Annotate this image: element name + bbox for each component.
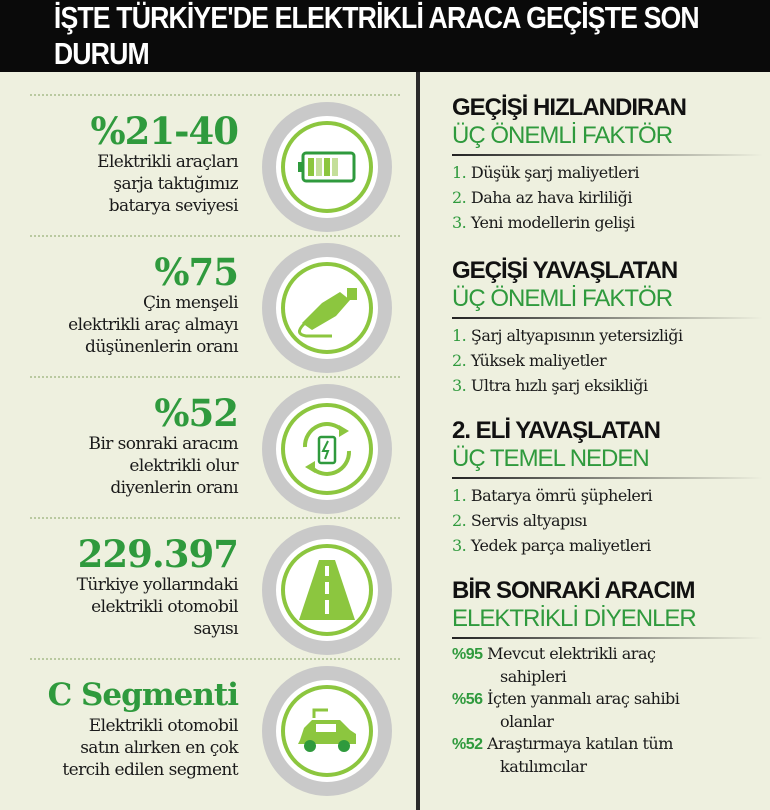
divider — [30, 376, 400, 378]
divider — [30, 235, 400, 237]
stat-line: diyenlerin oranı — [110, 478, 238, 498]
factor-section — [452, 94, 762, 235]
list-item — [452, 323, 762, 348]
item-text: Şarj altyapısının yetersizliği — [470, 326, 683, 345]
item-number: 1. — [452, 326, 467, 345]
item-text: Yeni modellerin gelişi — [470, 213, 635, 232]
title-text: İŞTE TÜRKİYE'DE ELEKTRİKLİ ARACA GEÇİŞTE SON DURUM — [53, 0, 699, 71]
percent-text: olanlar — [500, 712, 554, 731]
stat-line: elektrikli olur — [129, 456, 238, 476]
percent-text: İçten yanmalı araç sahibi — [487, 689, 680, 708]
list-item — [452, 483, 762, 508]
item-number: 1. — [452, 486, 467, 505]
list-item — [452, 348, 762, 373]
item-text: Batarya ömrü şüpheleri — [470, 486, 653, 505]
list-item — [452, 533, 762, 558]
stat-item — [30, 379, 410, 519]
section-subtitle: ÜÇ ÖNEMLİ FAKTÖR — [452, 122, 762, 156]
item-text: Yedek parça maliyetleri — [470, 536, 651, 555]
stat-item — [30, 238, 410, 378]
percent-value: %56 — [452, 691, 483, 708]
item-number: 2. — [452, 188, 467, 207]
section-subtitle: ÜÇ ÖNEMLİ FAKTÖR — [452, 285, 762, 319]
percent-section — [452, 577, 762, 778]
stat-line: Çin menşeli — [143, 293, 238, 313]
stat-line: şarja taktığımız — [113, 174, 238, 194]
section-title: BİR SONRAKİ ARACIM — [452, 577, 695, 604]
item-number: 1. — [452, 163, 467, 182]
percent-text: Mevcut elektrikli araç — [487, 644, 656, 663]
item-text: Ultra hızlı şarj eksikliği — [470, 376, 648, 395]
battery-icon — [262, 102, 392, 232]
stat-line: tercih edilen segment — [62, 760, 238, 780]
charging-plug-icon — [262, 243, 392, 373]
page-title — [0, 0, 770, 72]
section-title: 2. ELİ YAVAŞLATAN — [452, 417, 660, 444]
electric-car-icon — [262, 666, 392, 796]
stat-value: 229.397 — [77, 532, 238, 576]
item-number: 3. — [452, 376, 467, 395]
stat-line: batarya seviyesi — [108, 196, 238, 216]
item-number: 2. — [452, 511, 467, 530]
stat-value: %52 — [154, 391, 238, 435]
stat-value: %75 — [154, 250, 238, 294]
percent-item — [452, 733, 762, 778]
percent-text: katılımcılar — [500, 757, 587, 776]
stat-line: Bir sonraki aracım — [88, 434, 238, 454]
list-item — [452, 373, 762, 398]
divider — [30, 94, 400, 96]
stat-line: sayısı — [193, 619, 238, 639]
divider — [30, 517, 400, 519]
item-text: Yüksek maliyetler — [470, 351, 607, 370]
factors-column — [420, 72, 770, 810]
stat-item — [30, 661, 410, 801]
item-number: 2. — [452, 351, 467, 370]
stat-line: düşünenlerin oranı — [85, 337, 238, 357]
item-text: Daha az hava kirliliği — [470, 188, 633, 207]
stat-line: elektrikli otomobil — [91, 597, 238, 617]
stat-line: elektrikli araç almayı — [68, 315, 238, 335]
list-item — [452, 160, 762, 185]
stat-line: satın alırken en çok — [80, 738, 238, 758]
section-subtitle: ÜÇ TEMEL NEDEN — [452, 445, 762, 479]
list-item — [452, 508, 762, 533]
stat-item — [30, 97, 410, 237]
item-text: Düşük şarj maliyetleri — [470, 163, 639, 182]
section-title: GEÇİŞİ YAVAŞLATAN — [452, 257, 678, 284]
stat-item — [30, 520, 410, 660]
section-title: GEÇİŞİ HIZLANDIRAN — [452, 94, 686, 121]
item-number: 3. — [452, 536, 467, 555]
percent-value: %95 — [452, 646, 483, 663]
stat-value: %21-40 — [90, 109, 238, 153]
percent-text: sahipleri — [500, 667, 567, 686]
stat-value: C Segmenti — [47, 677, 238, 713]
percent-item — [452, 688, 762, 733]
percent-item — [452, 643, 762, 688]
percent-text: Araştırmaya katılan tüm — [487, 734, 673, 753]
recharge-cycle-icon — [262, 384, 392, 514]
list-item — [452, 210, 762, 235]
section-subtitle: ELEKTRİKLİ DİYENLER — [452, 605, 762, 639]
stat-line: Elektrikli araçları — [97, 152, 238, 172]
factor-section — [452, 257, 762, 398]
item-text: Servis altyapısı — [470, 511, 587, 530]
divider — [30, 658, 400, 660]
stat-line: Elektrikli otomobil — [88, 716, 238, 736]
item-number: 3. — [452, 213, 467, 232]
list-item — [452, 185, 762, 210]
factor-section — [452, 417, 762, 558]
percent-value: %52 — [452, 736, 483, 753]
stats-column — [0, 72, 416, 810]
road-icon — [262, 525, 392, 655]
stat-line: Türkiye yollarındaki — [76, 575, 238, 595]
